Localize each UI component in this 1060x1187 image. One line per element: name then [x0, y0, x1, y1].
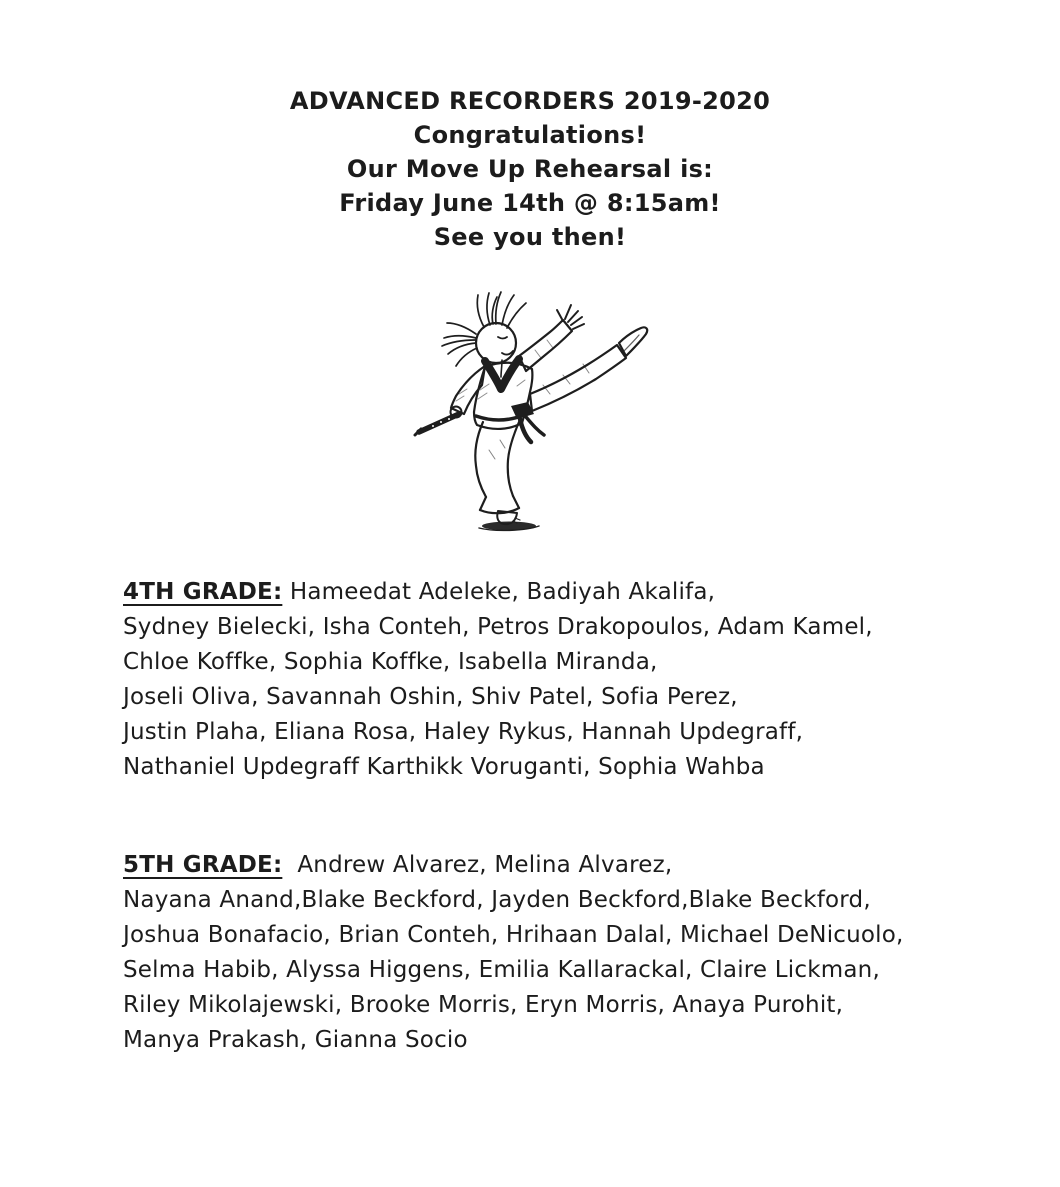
grade-section-5th	[0, 848, 1060, 1058]
names-line: Riley Mikolajewski, Brooke Morris, Eryn Morris, Anaya Purohit,	[123, 992, 844, 1018]
names-line: Nathaniel Updegraff Karthikk Voruganti, Sophia Wahba	[123, 754, 765, 780]
names-line: Chloe Koffke, Sophia Koffke, Isabella Miranda,	[123, 649, 658, 675]
belt	[476, 402, 544, 442]
names-line: Justin Plaha, Eliana Rosa, Haley Rykus, Hannah Updegraff,	[123, 719, 804, 745]
kicking-leg	[530, 327, 647, 411]
grade-section-4th	[0, 575, 1060, 785]
header-line: Friday June 14th @ 8:15am!	[339, 189, 721, 217]
names-line: Manya Prakash, Gianna Socio	[123, 1027, 468, 1053]
names-line: Joseli Oliva, Savannah Oshin, Shiv Patel, Sofia Perez,	[123, 684, 738, 710]
standing-leg	[475, 422, 520, 524]
grade-5th-first-line: Andrew Alvarez, Melina Alvarez,	[282, 852, 673, 878]
page-title: ADVANCED RECORDERS 2019-2020	[289, 87, 771, 115]
grade-4th-names	[123, 610, 980, 785]
raised-arm	[519, 305, 584, 371]
grade-4th-first-line: Hameedat Adeleke, Badiyah Akalifa,	[282, 579, 716, 605]
grade-5th-names	[123, 883, 980, 1058]
names-line: Sydney Bielecki, Isha Conteh, Petros Drakopoulos, Adam Kamel,	[123, 614, 873, 640]
illustration-container	[0, 290, 1060, 535]
header-line: See you then!	[433, 223, 627, 251]
names-line: Selma Habib, Alyssa Higgens, Emilia Kallarackal, Claire Lickman,	[123, 957, 880, 983]
grade-heading-5th: 5TH GRADE:	[123, 852, 283, 878]
header-lines	[0, 118, 1060, 254]
karate-recorder-girl-illustration	[405, 290, 655, 535]
header-line: Our Move Up Rehearsal is:	[346, 155, 714, 183]
document-header	[0, 84, 1060, 254]
grade-heading-4th: 4TH GRADE:	[123, 579, 283, 605]
names-line: Joshua Bonafacio, Brian Conteh, Hrihaan Dalal, Michael DeNicuolo,	[123, 922, 904, 948]
names-line: Nayana Anand,Blake Beckford, Jayden Beckford,Blake Beckford,	[123, 887, 871, 913]
recorder-arm	[415, 366, 485, 435]
header-line: Congratulations!	[413, 121, 647, 149]
recorder	[415, 414, 459, 435]
